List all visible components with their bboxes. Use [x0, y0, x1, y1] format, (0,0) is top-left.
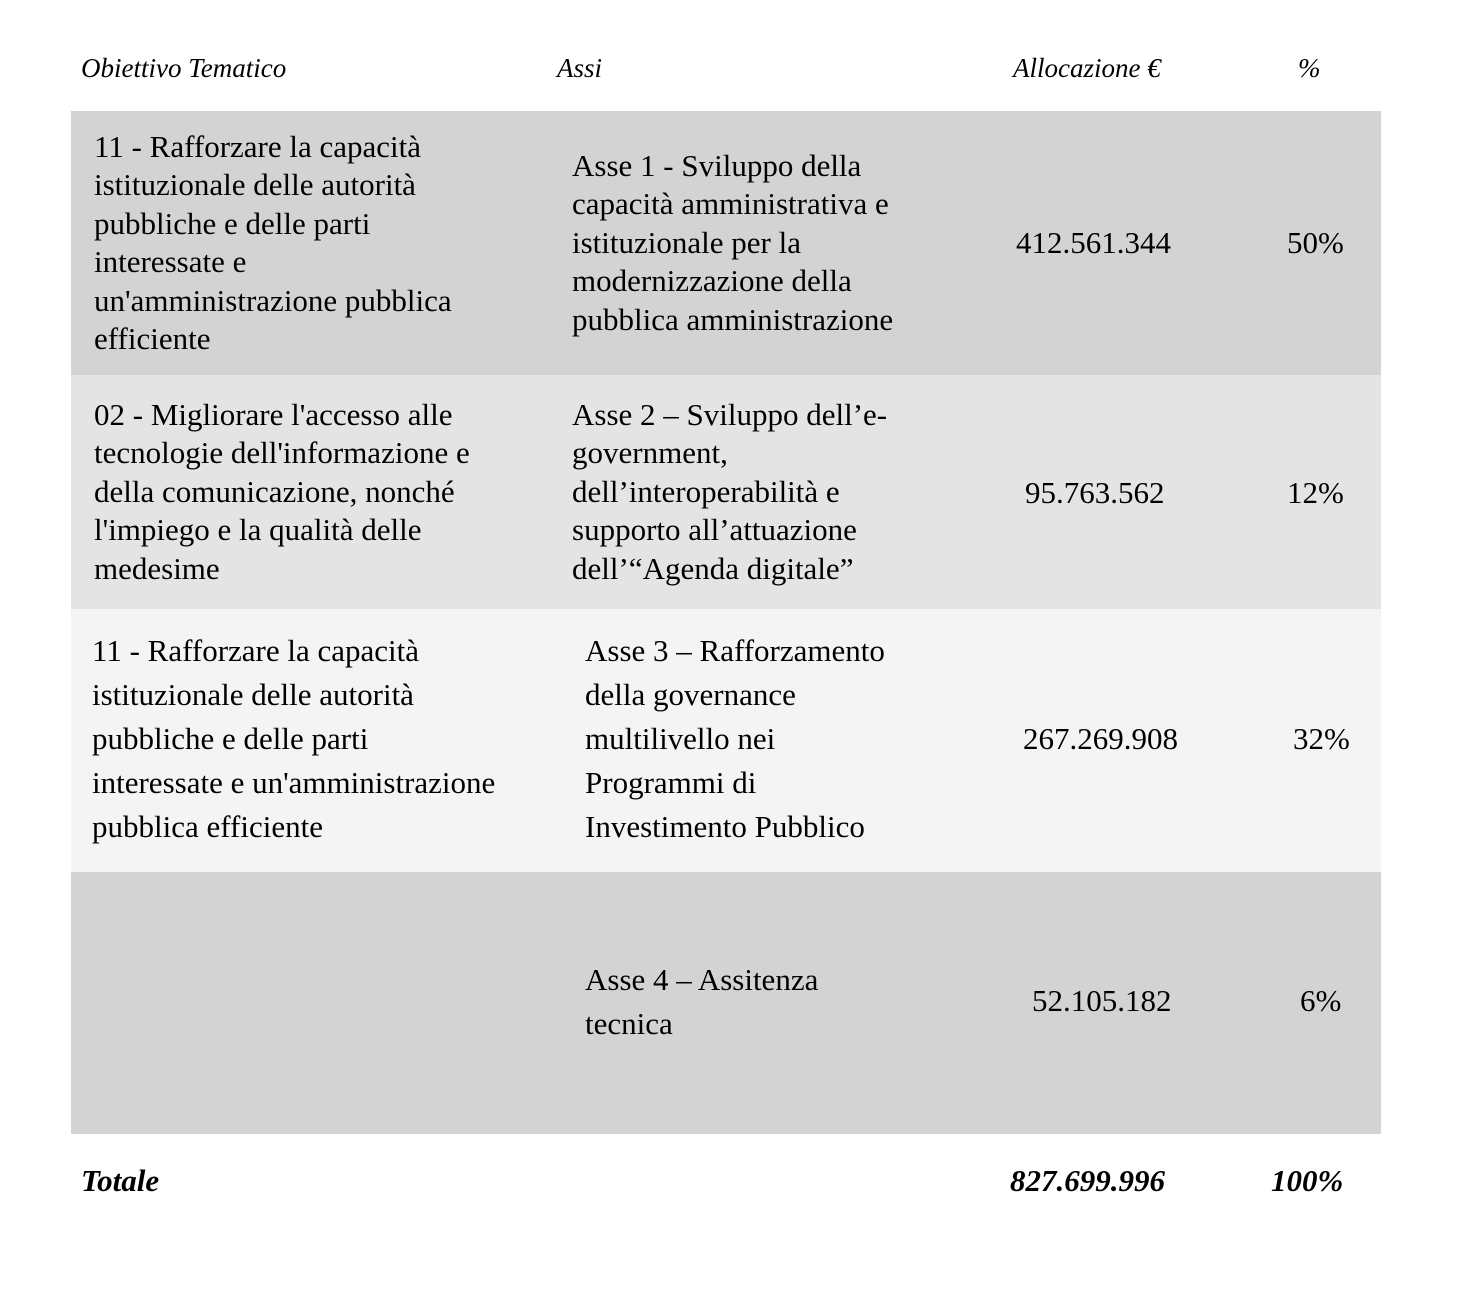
table-row — [71, 609, 1381, 872]
row-4-asse: Asse 4 – Assitenza tecnica — [585, 962, 819, 1041]
table-row — [71, 111, 1381, 375]
row-4-percent: 6% — [1300, 983, 1342, 1018]
totale-allocazione: 827.699.996 — [1010, 1163, 1165, 1198]
row-1-percent: 50% — [1287, 225, 1344, 260]
row-3-allocazione: 267.269.908 — [1023, 721, 1178, 756]
row-2-asse: Asse 2 – Sviluppo dell’e- government, dell’interoperabilità e supporto all’attuazione dell’“Agenda digitale” — [572, 397, 888, 586]
row-3-obiettivo: 11 - Rafforzare la capacità istituzionale delle autorità pubbliche e delle parti interessate e un'amministrazione pubblica efficiente — [92, 633, 496, 844]
row-1-allocazione: 412.561.344 — [1016, 225, 1171, 260]
row-3-asse: Asse 3 – Rafforzamento della governance multilivello nei Programmi di Investimento Pubblico — [585, 633, 885, 844]
header-percent: % — [1298, 53, 1321, 83]
table-row — [71, 872, 1381, 1134]
header-allocazione: Allocazione € — [1013, 53, 1161, 83]
header-assi: Assi — [557, 53, 603, 83]
row-2-percent: 12% — [1287, 475, 1344, 510]
row-2-obiettivo: 02 - Migliorare l'accesso alle tecnologie dell'informazione e della comunicazione, nonché l'impiego e la qualità delle medesime — [94, 397, 470, 586]
table-row — [71, 375, 1381, 609]
row-1-obiettivo: 11 - Rafforzare la capacità istituzionale delle autorità pubbliche e delle parti interessate e un'amministrazione pubblica efficiente — [94, 129, 452, 357]
row-3-percent: 32% — [1293, 721, 1350, 756]
totale-label: Totale — [81, 1163, 160, 1198]
row-2-allocazione: 95.763.562 — [1025, 475, 1165, 510]
totale-percent: 100% — [1271, 1163, 1344, 1198]
row-4-allocazione: 52.105.182 — [1032, 983, 1172, 1018]
row-1-asse: Asse 1 - Sviluppo della capacità amministrativa e istituzionale per la modernizzazione della pubblica amministrazione — [572, 148, 894, 337]
header-obiettivo-tematico: Obiettivo Tematico — [81, 53, 287, 83]
